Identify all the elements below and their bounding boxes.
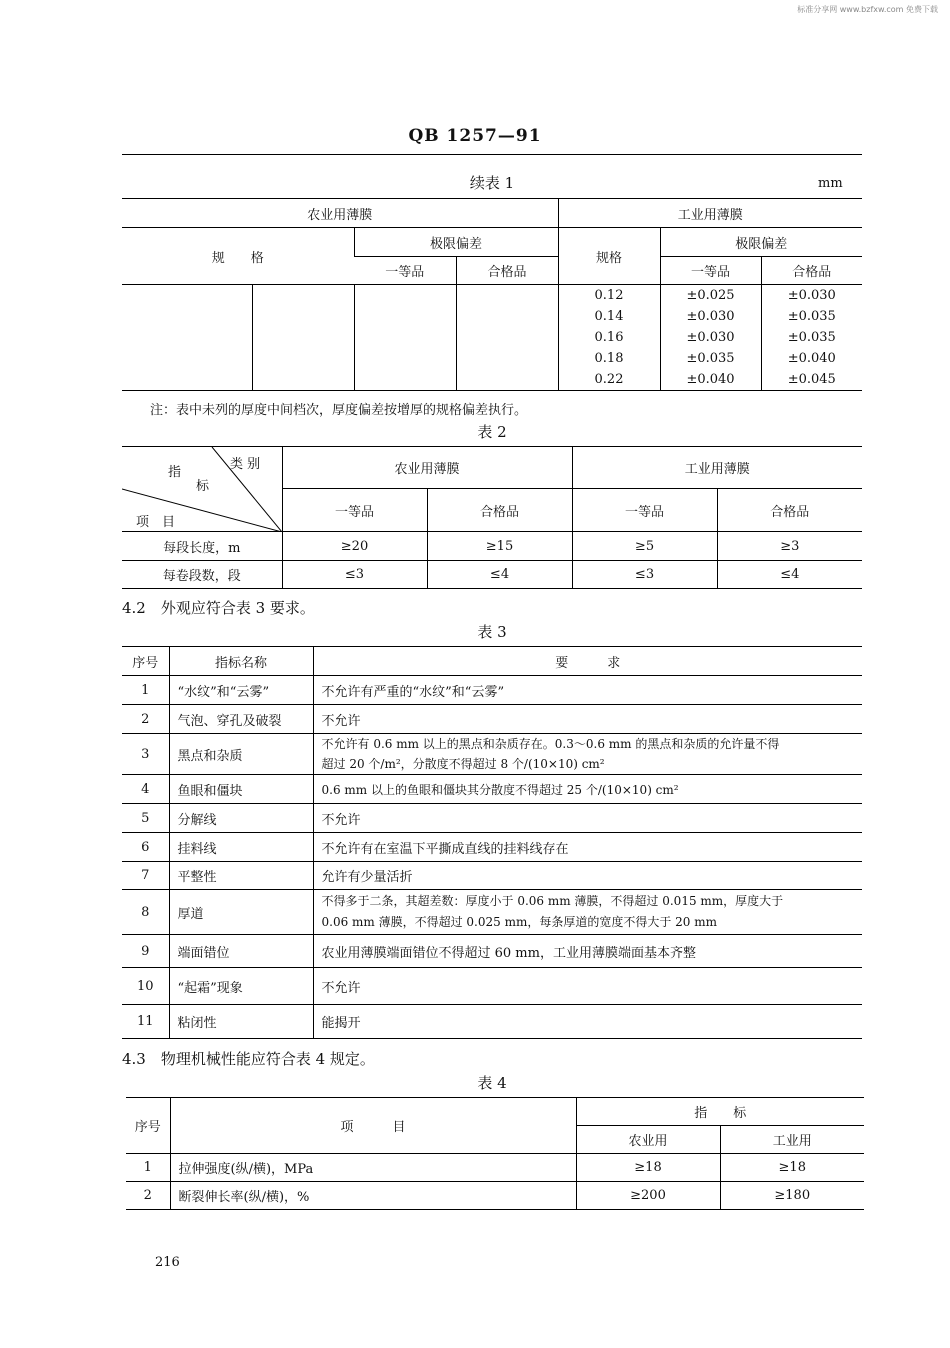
- table3-no: 3: [122, 734, 169, 775]
- table3-no: 2: [122, 705, 169, 734]
- table1-agri-header: 农业用薄膜: [122, 199, 558, 228]
- table3-req: 不允许: [313, 968, 862, 1005]
- table4-agri-header: 农业用: [576, 1126, 720, 1154]
- table1-value: 0.12: [594, 288, 624, 303]
- table-row: [122, 561, 862, 589]
- table1-note: 注：表中未列的厚度中间档次，厚度偏差按增厚的规格偏差执行。: [150, 403, 528, 418]
- table1-spec-header: 规 格: [122, 228, 354, 285]
- table-row: [122, 935, 862, 968]
- table4-no: 2: [126, 1182, 170, 1210]
- table4-index-header: 指 标: [576, 1098, 864, 1126]
- section-4-3: 4.3 物理机械性能应符合表 4 规定。: [122, 1050, 375, 1068]
- table3-name: “起霜”现象: [169, 968, 313, 1005]
- table1-unit: mm: [818, 176, 843, 191]
- table3-name: 平整性: [169, 862, 313, 890]
- table2-cell: ≥15: [427, 532, 572, 561]
- table2-diagonal-header: [122, 447, 282, 532]
- table1-value: 0.14: [594, 309, 624, 324]
- table1-ind-spec-values: [558, 285, 660, 391]
- table3-no: 5: [122, 804, 169, 833]
- table2-agri-qual: 合格品: [427, 489, 572, 532]
- table1-value: ±0.040: [686, 372, 735, 387]
- table1-value: ±0.045: [787, 372, 836, 387]
- table1-value: ±0.035: [686, 351, 735, 366]
- table3-req: 0.6 mm 以上的鱼眼和僵块其分散度不得超过 25 个/(10×10) cm²: [313, 775, 862, 804]
- table-row: [122, 775, 862, 804]
- req-line: 不允许有 0.6 mm 以上的黑点和杂质存在。0.3～0.6 mm 的黑点和杂质的允许量不得: [321, 737, 780, 751]
- table3-name: 黑点和杂质: [169, 734, 313, 775]
- table-row: [126, 1154, 864, 1182]
- table1-value: ±0.030: [787, 288, 836, 303]
- table4-caption: 表 4: [477, 1074, 507, 1092]
- table3-req: [313, 890, 862, 935]
- table3-no: 4: [122, 775, 169, 804]
- table1-ind-header: 工业用薄膜: [558, 199, 862, 228]
- table1-value: 0.16: [594, 330, 624, 345]
- table1-value: 0.22: [594, 372, 624, 387]
- table1-ind-qual-values: [761, 285, 862, 391]
- table3-no: 8: [122, 890, 169, 935]
- table4-agri: ≥200: [576, 1182, 720, 1210]
- table2-cell: ≥20: [282, 532, 427, 561]
- watermark: 标准分享网 www.bzfxw.com 免费下载: [797, 5, 938, 14]
- table3-name: 鱼眼和僵块: [169, 775, 313, 804]
- table-row: [122, 862, 862, 890]
- table1-ind-spec-header: 规格: [558, 228, 660, 285]
- table3-caption: 表 3: [477, 623, 507, 641]
- table-row: [122, 833, 862, 862]
- table-row: [122, 890, 862, 935]
- table4-ind-header: 工业用: [720, 1126, 864, 1154]
- table3-no: 7: [122, 862, 169, 890]
- table-row: [122, 705, 862, 734]
- table2: [122, 446, 862, 589]
- table3-no: 9: [122, 935, 169, 968]
- table1-caption: 续表 1: [469, 174, 515, 192]
- table1-value: ±0.030: [686, 330, 735, 345]
- req-line: 0.06 mm 薄膜，不得超过 0.025 mm，每条厚道的宽度不得大于 20 mm: [321, 915, 718, 929]
- table1-value: ±0.035: [787, 330, 836, 345]
- table3-req: [313, 734, 862, 775]
- table1-empty-cell: [252, 285, 354, 391]
- table3-no: 1: [122, 676, 169, 705]
- diag-item: 项 目: [136, 515, 176, 530]
- table2-cell: ≥3: [717, 532, 862, 561]
- table3-no: 10: [122, 968, 169, 1005]
- header-rule: [122, 154, 862, 155]
- table1-agri-qual: 合格品: [456, 257, 558, 285]
- section-4-2: 4.2 外观应符合表 3 要求。: [122, 599, 315, 617]
- table3-req: 不允许: [313, 705, 862, 734]
- table-row: [122, 804, 862, 833]
- table4: [126, 1097, 864, 1210]
- table-row: [122, 532, 862, 561]
- table3-name-header: 指标名称: [169, 647, 313, 676]
- table4-item-header: 项 目: [170, 1098, 576, 1154]
- table4-no: 1: [126, 1154, 170, 1182]
- table2-row-name: 每卷段数，段: [122, 561, 282, 589]
- table1-ind-tol-header: 极限偏差: [660, 228, 862, 257]
- table2-row-name: 每段长度，m: [122, 532, 282, 561]
- table1-value: ±0.025: [686, 288, 735, 303]
- table3-name: 端面错位: [169, 935, 313, 968]
- table2-cell: ≥5: [572, 532, 717, 561]
- table1: [122, 198, 862, 391]
- table2-agri-first: 一等品: [282, 489, 427, 532]
- table2-ind-header: 工业用薄膜: [572, 447, 862, 489]
- table-row: [122, 1005, 862, 1039]
- table3-no: 11: [122, 1005, 169, 1039]
- table-row: [122, 676, 862, 705]
- table4-ind: ≥18: [720, 1154, 864, 1182]
- standard-header: QB 1257—91: [408, 126, 542, 146]
- table3-no: 6: [122, 833, 169, 862]
- diag-category: 类 别: [230, 457, 261, 472]
- table1-empty-cell: [456, 285, 558, 391]
- table1-ind-first-values: [660, 285, 761, 391]
- table2-ind-qual: 合格品: [717, 489, 862, 532]
- table4-agri: ≥18: [576, 1154, 720, 1182]
- table3-no-header: 序号: [122, 647, 169, 676]
- table3: [122, 646, 862, 1039]
- table2-cell: ≤3: [572, 561, 717, 589]
- table1-value: 0.18: [594, 351, 624, 366]
- table3-req: 不允许: [313, 804, 862, 833]
- table2-agri-header: 农业用薄膜: [282, 447, 572, 489]
- table2-cell: ≤4: [427, 561, 572, 589]
- table1-ind-qual: 合格品: [761, 257, 862, 285]
- diag-index: 指: [168, 465, 182, 480]
- table-row: [122, 968, 862, 1005]
- table3-name: 粘闭性: [169, 1005, 313, 1039]
- table3-name: 挂料线: [169, 833, 313, 862]
- table3-req: 不允许有严重的“水纹”和“云雾”: [313, 676, 862, 705]
- diag-index2: 标: [196, 479, 210, 494]
- table2-cell: ≤4: [717, 561, 862, 589]
- table3-req-header: 要 求: [313, 647, 862, 676]
- table2-cell: ≤3: [282, 561, 427, 589]
- table3-req: 允许有少量活折: [313, 862, 862, 890]
- table4-no-header: 序号: [126, 1098, 170, 1154]
- table1-value: ±0.040: [787, 351, 836, 366]
- table-row: [126, 1182, 864, 1210]
- table3-name: 厚道: [169, 890, 313, 935]
- table3-name: 分解线: [169, 804, 313, 833]
- table4-item: 断裂伸长率(纵/横)，%: [170, 1182, 576, 1210]
- table-row: [122, 734, 862, 775]
- table3-req: 农业用薄膜端面错位不得超过 60 mm，工业用薄膜端面基本齐整: [313, 935, 862, 968]
- table1-agri-tol-header: 极限偏差: [354, 228, 558, 257]
- table1-agri-first: 一等品: [354, 257, 456, 285]
- table2-ind-first: 一等品: [572, 489, 717, 532]
- table1-empty-cell: [122, 285, 252, 391]
- req-line: 不得多于二条，其超差数：厚度小于 0.06 mm 薄膜，不得超过 0.015 mm，厚度大于: [321, 894, 784, 908]
- table4-ind: ≥180: [720, 1182, 864, 1210]
- req-line: 超过 20 个/m²，分散度不得超过 8 个/(10×10) cm²: [321, 757, 605, 771]
- page-number: 216: [155, 1255, 180, 1270]
- table4-item: 拉伸强度(纵/横)，MPa: [170, 1154, 576, 1182]
- table3-name: “水纹”和“云雾”: [169, 676, 313, 705]
- table3-name: 气泡、穿孔及破裂: [169, 705, 313, 734]
- table1-value: ±0.035: [787, 309, 836, 324]
- table3-req: 能揭开: [313, 1005, 862, 1039]
- table1-value: ±0.030: [686, 309, 735, 324]
- table3-req: 不允许有在室温下平撕成直线的挂料线存在: [313, 833, 862, 862]
- table1-empty-cell: [354, 285, 456, 391]
- table1-ind-first: 一等品: [660, 257, 761, 285]
- table2-caption: 表 2: [477, 423, 507, 441]
